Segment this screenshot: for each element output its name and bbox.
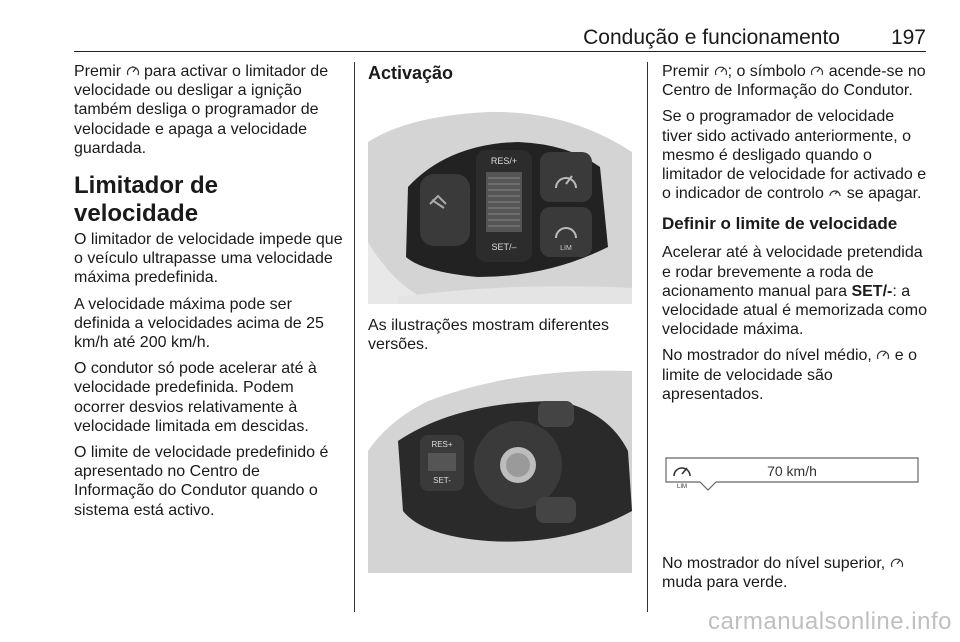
subsection-heading: Definir o limite de velocidade xyxy=(662,214,898,234)
set-label: SET/– xyxy=(491,242,517,252)
column-2 xyxy=(368,62,634,573)
paragraph: Premir ; o símbolo acende-se no Centro de Informação do Condutor. xyxy=(662,63,926,100)
paragraph: Acelerar até à velocidade pretendida e rodar brevemente a roda de acionamento manual para SET/-: a velocidade atual é memorizada como velocidade máxima. xyxy=(662,244,928,339)
paragraph: A velocidade máxima pode ser definida a velocidades acima de 25 km/h até 200 km/h. xyxy=(74,295,324,352)
speed-limiter-icon xyxy=(876,348,890,361)
steering-wheel-controls-figure-2 xyxy=(368,361,632,573)
column-3 xyxy=(662,62,928,599)
cruise-control-indicator-icon xyxy=(828,186,842,199)
page-header xyxy=(74,26,926,52)
speed-limiter-icon xyxy=(890,556,904,569)
paragraph: O limitador de velocidade impede que o veículo ultrapasse uma velocidade máxima predefinida. xyxy=(74,231,343,287)
paragraph: O condutor só pode acelerar até à velocidade predefinida. Podem ocorrer desvios relativamente à velocidade limitada em descidas. xyxy=(74,360,317,435)
speed-limiter-icon xyxy=(714,64,728,77)
set-keyword: SET/- xyxy=(851,282,893,300)
subsection-heading: Activação xyxy=(368,63,454,83)
speed-value: 70 km/h xyxy=(767,463,817,480)
column-1 xyxy=(74,62,344,527)
driver-info-display-figure xyxy=(662,422,926,538)
column-divider xyxy=(354,62,355,612)
paragraph: Premir para activar o limitador de velocidade ou desligar a ignição também desliga o programador de velocidade e apaga a velocidade guardada. xyxy=(74,63,329,157)
paragraph: O limite de velocidade predefinido é apresentado no Centro de Informação do Condutor quando o sistema está activo. xyxy=(74,444,329,519)
speed-limiter-icon xyxy=(126,64,140,77)
lim-label: LIM xyxy=(676,484,688,491)
figure-caption: As ilustrações mostram diferentes versões. xyxy=(368,317,609,354)
section-heading: Limitador de velocidade xyxy=(74,172,219,228)
res-label: RES/+ xyxy=(490,156,518,166)
paragraph: No mostrador do nível superior, muda para verde. xyxy=(662,554,928,592)
lim-label: LIM xyxy=(560,245,572,252)
page-number: 197 xyxy=(890,26,926,49)
speed-limiter-icon xyxy=(810,64,824,77)
column-divider xyxy=(647,62,648,612)
paragraph: Se o programador de velocidade tiver sido activado anteriormente, o mesmo é desligado quando o limitador de velocidade for activado e o indicador de controlo se apagar. xyxy=(662,108,927,203)
res-label-2: RES+ xyxy=(431,440,453,450)
steering-wheel-controls-figure-1 xyxy=(368,92,632,304)
watermark: carmanualsonline.info xyxy=(708,608,952,635)
section-title: Condução e funcionamento xyxy=(583,26,840,49)
set-label-2: SET- xyxy=(433,476,451,486)
paragraph: No mostrador do nível médio, e o limite de velocidade são apresentados. xyxy=(662,347,918,403)
